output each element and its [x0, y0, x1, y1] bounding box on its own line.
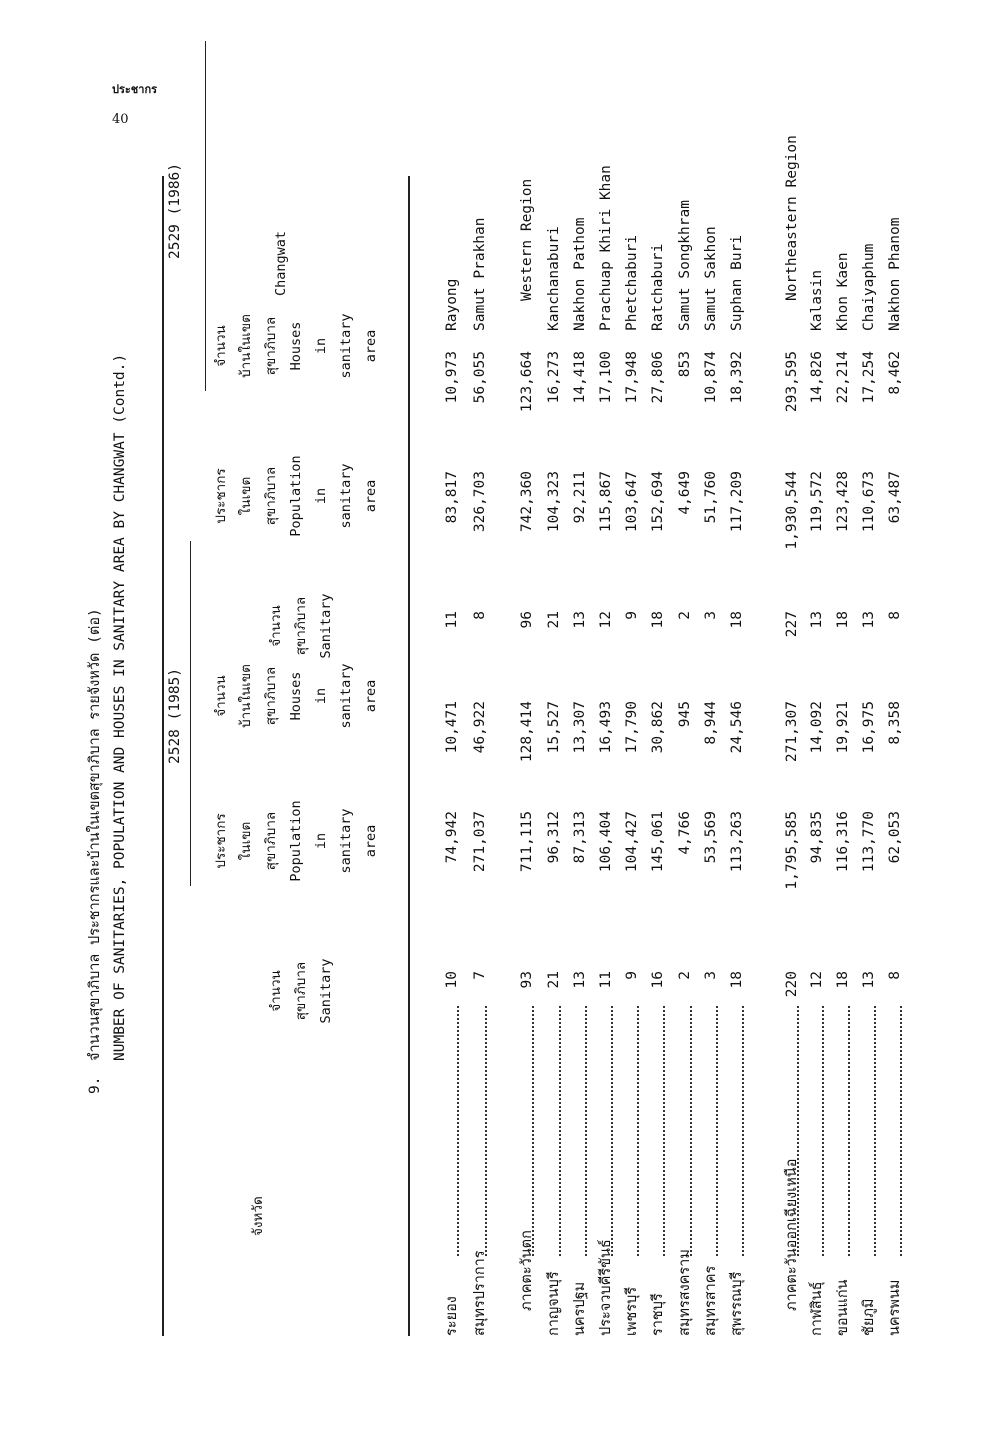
row-label-th: ชัยภูมิ	[861, 1298, 877, 1336]
table-cell: 853	[677, 351, 693, 378]
table-cell: 8,944	[703, 701, 719, 745]
row-label-th: สมุทรสงคราม	[677, 1249, 693, 1336]
table-cell: 8	[887, 971, 903, 980]
table-cell: 96,312	[546, 811, 562, 864]
col-sub-header: จำนวน	[268, 970, 284, 1012]
col-sub-header: บ้านในเขต	[238, 314, 254, 378]
col-sub-header: in	[313, 337, 329, 355]
table-cell: 13	[809, 611, 825, 629]
col-sub-header: จำนวน	[268, 605, 284, 647]
table-number: 9.	[87, 1076, 103, 1094]
col-sub-header: สุขาภิบาล	[293, 961, 309, 1021]
col-sub-header: area	[363, 329, 379, 363]
table-cell: 18	[835, 971, 851, 989]
table-cell: 10,973	[444, 351, 460, 404]
table-cell: 96	[519, 611, 535, 629]
col-sub-header: สุขาภิบาล	[263, 316, 279, 376]
table-cell: 18	[729, 611, 745, 629]
table-cell: 10,471	[444, 701, 460, 754]
col-sub-header: จำนวน	[213, 325, 229, 367]
table-cell: 145,061	[650, 811, 666, 873]
row-label-th: ระยอง	[444, 1296, 460, 1336]
col-sub-header: ประชากร	[213, 468, 229, 524]
table-cell: 106,404	[598, 811, 614, 873]
table-cell: 11	[598, 971, 614, 989]
table-cell: 18	[650, 611, 666, 629]
table-cell: 13	[572, 971, 588, 989]
table-cell: 103,647	[624, 471, 640, 533]
row-label-th: สมุทรปราการ	[472, 1250, 488, 1336]
col-sub-header: จำนวน	[213, 675, 229, 717]
table-cell: 62,053	[887, 811, 903, 864]
table-cell: 74,942	[444, 811, 460, 864]
region-label-th: ภาคตะวันออกเฉียงเหนือ	[784, 1158, 800, 1311]
table-cell: 104,427	[624, 811, 640, 873]
year-1986-label: 2529 (1986)	[167, 162, 183, 260]
table-cell: 8	[887, 611, 903, 620]
row-label-en: Nakhon Pathom	[572, 217, 588, 331]
row-label-en: Kalasin	[809, 269, 825, 331]
table-cell: 17,254	[861, 351, 877, 404]
row-label-th: นครปฐม	[572, 1281, 588, 1336]
table-cell: 94,835	[809, 811, 825, 864]
table-cell: 8	[472, 611, 488, 620]
year-1985-label: 2528 (1985)	[167, 667, 183, 765]
row-label-th: ราชบุรี	[650, 1293, 666, 1336]
col-sub-header: Sanitary	[318, 593, 334, 659]
row-label-th: สมุทรสาคร	[703, 1265, 719, 1336]
table-cell: 128,414	[519, 701, 535, 763]
col-sub-header: sanitary	[338, 808, 354, 874]
table-cell: 742,360	[519, 471, 535, 533]
table-cell: 13	[861, 611, 877, 629]
col-sub-header: area	[363, 479, 379, 513]
table-cell: 27,806	[650, 351, 666, 404]
table-cell: 17,100	[598, 351, 614, 404]
table-cell: 711,115	[519, 811, 535, 873]
table-cell: 9	[624, 971, 640, 980]
table-cell: 14,092	[809, 701, 825, 754]
region-label-th: ภาคตะวันตก	[519, 1230, 535, 1311]
table-cell: 4,766	[677, 811, 693, 855]
table-title-en: NUMBER OF SANITARIES, POPULATION AND HOUSES IN SANITARY AREA BY CHANGWAT (Contd.)	[112, 353, 128, 1061]
row-label-th: สุพรรณบุรี	[729, 1271, 745, 1336]
table-cell: 14,418	[572, 351, 588, 404]
table-cell: 18	[729, 971, 745, 989]
col-sub-header: ในเขต	[238, 476, 254, 516]
table-header-rule	[408, 176, 410, 1336]
table-cell: 115,867	[598, 471, 614, 533]
col-sub-header: area	[363, 824, 379, 858]
table-cell: 17,790	[624, 701, 640, 754]
table-cell: 123,664	[519, 351, 535, 413]
table-cell: 113,263	[729, 811, 745, 873]
col-sub-header: Population	[288, 455, 304, 537]
table-cell: 220	[784, 971, 800, 998]
row-label-en: Samut Sakhon	[703, 226, 719, 331]
col-sub-header: sanitary	[338, 663, 354, 729]
table-cell: 92,211	[572, 471, 588, 524]
row-label-en: Kanchanaburi	[546, 226, 562, 331]
row-label-th: ขอนแก่น	[835, 1279, 851, 1336]
table-cell: 12	[598, 611, 614, 629]
col-sub-header: in	[313, 687, 329, 705]
page-number: 40	[112, 112, 129, 127]
col-sub-header: Population	[288, 800, 304, 882]
row-label-en: Khon Kaen	[835, 252, 851, 331]
table-cell: 30,862	[650, 701, 666, 754]
row-label-th: ประจวบคีรีขันธ์	[598, 1239, 614, 1336]
table-cell: 10,874	[703, 351, 719, 404]
table-cell: 1,930,544	[784, 471, 800, 550]
table-cell: 16,975	[861, 701, 877, 754]
col-sub-header: Houses	[288, 671, 304, 721]
table-cell: 83,817	[444, 471, 460, 524]
table-cell: 104,323	[546, 471, 562, 533]
col-sub-header: Houses	[288, 321, 304, 371]
table-cell: 945	[677, 701, 693, 728]
col-sub-header: ประชากร	[213, 813, 229, 869]
col-sub-header: สุขาภิบาล	[263, 811, 279, 871]
row-label-th: เพชรบุรี	[624, 1286, 640, 1336]
col-sub-header: Sanitary	[318, 958, 334, 1024]
row-label-th: กาญจนบุรี	[546, 1271, 562, 1336]
table-cell: 10	[444, 971, 460, 989]
table-cell: 7	[472, 971, 488, 980]
row-label-en: Suphan Buri	[729, 234, 745, 331]
table-cell: 56,055	[472, 351, 488, 404]
col-sub-header: สุขาภิบาล	[263, 466, 279, 526]
table-cell: 16,273	[546, 351, 562, 404]
col-header-th: จังหวัด	[250, 1196, 266, 1236]
table-cell: 271,307	[784, 701, 800, 763]
table-cell: 152,694	[650, 471, 666, 533]
table-cell: 13	[861, 971, 877, 989]
table-cell: 3	[703, 611, 719, 620]
table-cell: 116,316	[835, 811, 851, 873]
table-cell: 12	[809, 971, 825, 989]
table-cell: 293,595	[784, 351, 800, 413]
table-cell: 271,037	[472, 811, 488, 873]
table-cell: 18	[835, 611, 851, 629]
table-cell: 63,487	[887, 471, 903, 524]
table-cell: 93	[519, 971, 535, 989]
col-sub-header: sanitary	[338, 463, 354, 529]
table-cell: 17,948	[624, 351, 640, 404]
table-cell: 13,307	[572, 701, 588, 754]
table-cell: 2	[677, 971, 693, 980]
table-cell: 19,921	[835, 701, 851, 754]
table-cell: 24,546	[729, 701, 745, 754]
row-label-en: Prachuap Khiri Khan	[598, 165, 614, 331]
table-cell: 21	[546, 611, 562, 629]
table-top-rule	[162, 176, 164, 1336]
row-label-en: Chaiyaphum	[861, 243, 877, 331]
year-1986-rule	[205, 41, 206, 391]
row-label-en: Phetchaburi	[624, 234, 640, 331]
region-label-en: Western Region	[519, 178, 535, 301]
table-cell: 11	[444, 611, 460, 629]
table-cell: 53,569	[703, 811, 719, 864]
row-label-en: Rayong	[444, 278, 460, 331]
col-sub-header: ในเขต	[238, 821, 254, 861]
col-sub-header: สุขาภิบาล	[293, 596, 309, 656]
table-cell: 4,649	[677, 471, 693, 515]
table-cell: 21	[546, 971, 562, 989]
table-cell: 2	[677, 611, 693, 620]
table-cell: 113,770	[861, 811, 877, 873]
table-cell: 8,462	[887, 351, 903, 395]
row-label-th: กาฬสินธุ์	[809, 1281, 825, 1336]
table-cell: 14,826	[809, 351, 825, 404]
table-cell: 16,493	[598, 701, 614, 754]
year-1985-rule	[190, 541, 191, 886]
table-cell: 87,313	[572, 811, 588, 864]
col-sub-header: สุขาภิบาล	[263, 666, 279, 726]
col-header-en: Changwat	[273, 230, 289, 296]
table-cell: 119,572	[809, 471, 825, 533]
col-sub-header: in	[313, 832, 329, 850]
row-label-en: Ratchaburi	[650, 243, 666, 331]
table-cell: 13	[572, 611, 588, 629]
row-label-th: นครพนม	[887, 1279, 903, 1336]
table-cell: 110,673	[861, 471, 877, 533]
table-cell: 9	[624, 611, 640, 620]
table-title-th: จำนวนสุขาภิบาล ประชากรและบ้านในเขตสุขาภิบาล รายจังหวัด (ต่อ)	[87, 608, 103, 1061]
section-header: ประชากร	[112, 83, 158, 96]
table-cell: 15,527	[546, 701, 562, 754]
table-cell: 123,428	[835, 471, 851, 533]
col-sub-header: sanitary	[338, 313, 354, 379]
row-label-en: Samut Prakhan	[472, 217, 488, 331]
row-label-en: Samut Songkhram	[677, 200, 693, 331]
table-cell: 18,392	[729, 351, 745, 404]
table-cell: 22,214	[835, 351, 851, 404]
table-cell: 326,703	[472, 471, 488, 533]
col-sub-header: บ้านในเขต	[238, 664, 254, 728]
region-label-en: Northeastern Region	[784, 135, 800, 301]
table-cell: 227	[784, 611, 800, 638]
table-cell: 46,922	[472, 701, 488, 754]
col-sub-header: in	[313, 487, 329, 505]
col-sub-header: area	[363, 679, 379, 713]
table-cell: 3	[703, 971, 719, 980]
row-label-en: Nakhon Phanom	[887, 217, 903, 331]
table-cell: 16	[650, 971, 666, 989]
table-cell: 117,209	[729, 471, 745, 533]
table-cell: 8,358	[887, 701, 903, 745]
table-cell: 51,760	[703, 471, 719, 524]
table-cell: 1,795,585	[784, 811, 800, 890]
